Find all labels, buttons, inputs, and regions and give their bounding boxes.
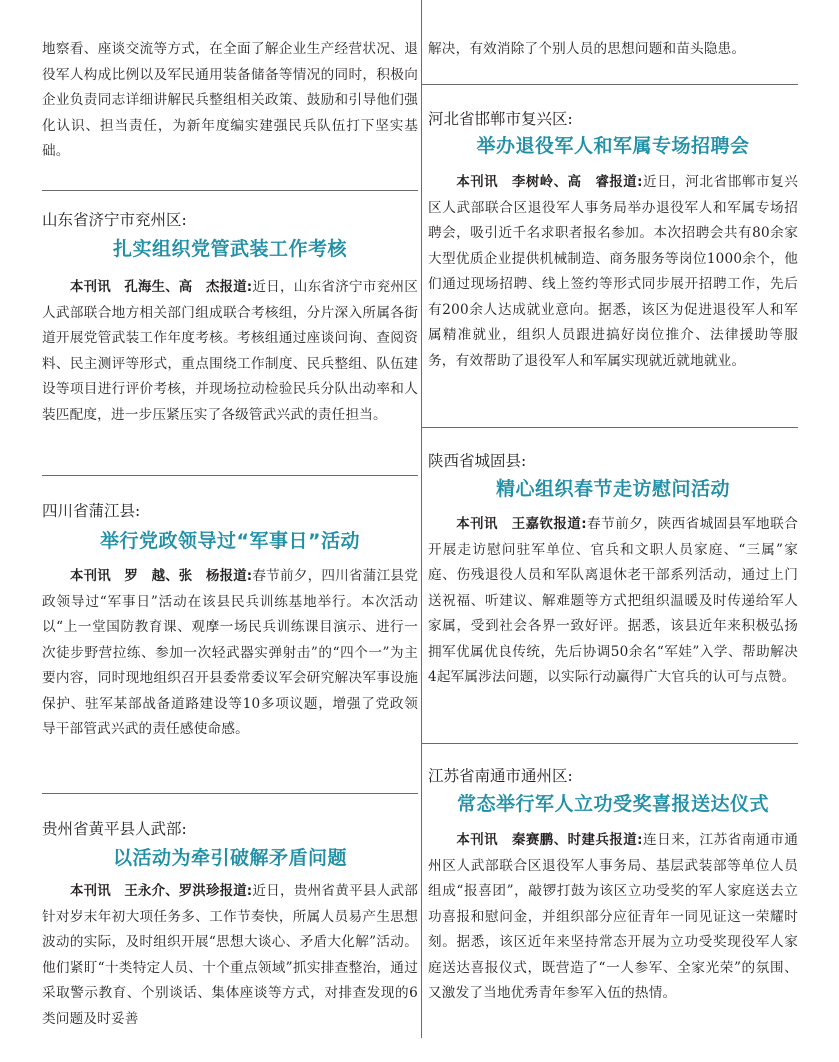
article-location: 贵州省黄平县人武部: xyxy=(42,820,187,838)
article-text: 春节前夕，四川省蒲江县党政领导过“军事日”活动在该县民兵训练基地举行。本次活动以“上一堂国防教育课、观摩一场民兵训练课目演示、进行一次徒步野营拉练、参加一次轻武器实弹射击”的“四个一”为主要内容，同时现地组织召开县委常委议军会研究解决军事设施保护、驻军某部战备道路建设等10多项议题，增强了党政领导干部管武兴武的责任感使命感。 xyxy=(42,568,418,737)
article-headline: 举行党政领导过“军事日”活动 xyxy=(100,530,360,552)
article-byline: 本刊讯 王嘉钦报道: xyxy=(456,517,587,532)
right-column xyxy=(428,0,798,1062)
article-headline: 扎实组织党管武装工作考核 xyxy=(112,238,347,260)
article-headline: 常态举行军人立功受奖喜报送达仪式 xyxy=(456,793,769,815)
article-byline: 本刊讯 孔海生、高 杰报道: xyxy=(70,280,253,295)
article-location: 河北省邯郸市复兴区: xyxy=(428,110,573,128)
article-body xyxy=(42,564,418,743)
article-location: 四川省蒲江县: xyxy=(42,502,141,520)
article-headline: 以活动为牵引破解矛盾问题 xyxy=(112,847,347,869)
left-intro-paragraph: 地察看、座谈交流等方式，在全面了解企业生产经营状况、退役军人构成比例以及军民通用装备储备等情况的同时，积极向企业负责同志详细讲解民兵整组相关政策、鼓励和引导他们强化认识、担当责任，为新年度编实建强民兵队伍打下坚实基础。 xyxy=(42,41,418,159)
article-text: 近日，山东省济宁市兖州区人武部联合地方相关部门组成联合考核组，分片深入所属各街道开展党管武装工作年度考核。考核组通过座谈问询、查阅资料、民主测评等形式，重点围绕工作制度、民兵整组、队伍建设等项目进行评价考核，并现场拉动检验民兵分队出动率和人装匹配度，进一步压紧压实了各级管武兴武的责任担当。 xyxy=(42,279,418,423)
section-divider xyxy=(42,190,418,191)
article-headline: 举办退役军人和军属专场招聘会 xyxy=(476,135,750,157)
article-headline: 精心组织春节走访慰问活动 xyxy=(495,478,730,500)
article-body xyxy=(42,275,418,428)
article-body xyxy=(428,828,798,1007)
article-text: 近日，贵州省黄平县人武部针对岁末年初大项任务多、工作节奏快，所属人员易产生思想波动的实际，及时组织开展“思想大谈心、矛盾大化解”活动。他们紧盯“十类特定人员、十个重点领域”抓实排查整治，通过采取警示教育、个别谈话、集体座谈等方式，对排查发现的6类问题及时妥善 xyxy=(42,883,418,1027)
article-body xyxy=(428,512,798,691)
article-byline: 本刊讯 罗 越、张 杨报道: xyxy=(70,569,253,584)
column-divider xyxy=(421,0,422,1038)
section-divider xyxy=(421,743,798,744)
article-text: 春节前夕，陕西省城固县军地联合开展走访慰问驻军单位、官兵和文职人员家庭、“三属”家庭、伤残退役人员和军队离退休老干部系列活动，通过上门送祝福、听建议、解难题等方式把组织温暖及时传递给军人家属，受到社会各界一致好评。据悉，该县近年来积极弘扬拥军优属优良传统，先后协调50余名“军娃”入学、帮助解决4起军属涉法问题，以实际行动赢得广大官兵的认可与点赞。 xyxy=(428,516,799,685)
article-byline: 本刊讯 王永介、罗洪珍报道: xyxy=(70,884,253,899)
article-byline: 本刊讯 李树岭、高 睿报道: xyxy=(456,175,643,190)
left-column xyxy=(42,0,418,1062)
article-text: 近日，河北省邯郸市复兴区人武部联合区退役军人事务局举办退役军人和军属专场招聘会，吸引近千名求职者报名参加。本次招聘会共有80余家大型优质企业提供机械制造、商务服务等岗位1000余个，他们通过现场招聘、线上签约等形式同步展开招聘工作，先后有200余人达成就业意向。据悉，该区为促进退役军人和军属精准就业，组织人员跟进搞好岗位推介、法律援助等服务，有效帮助了退役军人和军属实现就近就地就业。 xyxy=(428,174,798,369)
article-location: 山东省济宁市兖州区: xyxy=(42,211,187,229)
section-divider xyxy=(42,793,418,794)
right-intro-paragraph: 解决，有效消除了个别人员的思想问题和苗头隐患。 xyxy=(428,41,746,57)
section-divider xyxy=(42,475,418,476)
section-divider xyxy=(421,427,798,428)
article-location: 江苏省南通市通州区: xyxy=(428,767,573,785)
article-byline: 本刊讯 秦赛鹏、时建兵报道: xyxy=(456,833,643,848)
section-divider xyxy=(421,84,798,85)
article-body xyxy=(42,879,418,1032)
article-text: 连日来，江苏省南通市通州区人武部联合区退役军人事务局、基层武装部等单位人员组成“报喜团”，敲锣打鼓为该区立功受奖的军人家庭送去立功喜报和慰问金，并组织部分应征青年一同见证这一荣耀时刻。据悉，该区近年来坚持常态开展为立功受奖现役军人家庭送达喜报仪式，既营造了“一人参军、全家光荣”的氛围、又激发了当地优秀青年参军入伍的热情。 xyxy=(428,832,798,1001)
article-location: 陕西省城固县: xyxy=(428,452,527,470)
article-body xyxy=(428,170,798,374)
